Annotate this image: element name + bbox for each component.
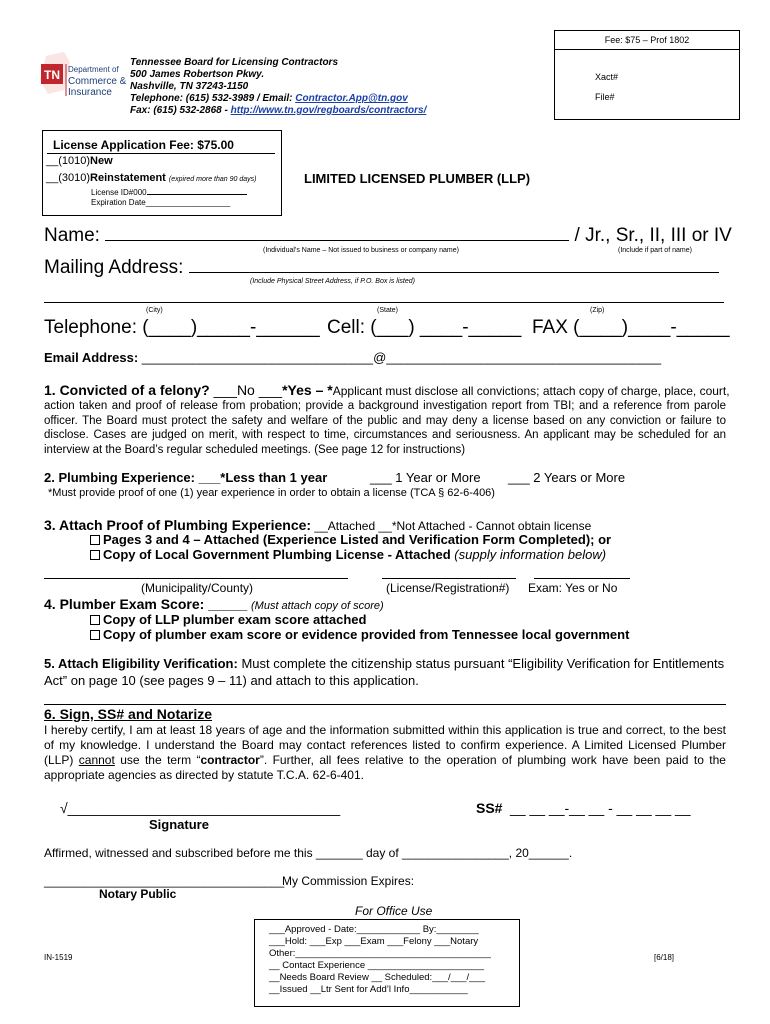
email-row[interactable]: [44, 350, 661, 365]
tn-logo-icon: [36, 50, 127, 102]
proof-not-attached-option[interactable]: __*Not Attached - Cannot obtain license: [375, 519, 592, 533]
affirmation-line[interactable]: Affirmed, witnessed and subscribed before me this _______ day of ________________, 20______.: [44, 846, 573, 860]
experience-less-1yr-option[interactable]: ___*Less than 1 year: [195, 470, 328, 485]
q4-option-local-score[interactable]: Copy of plumber exam score or evidence provided from Tennessee local government: [90, 627, 629, 642]
board-fax-line: Fax: (615) 532-2868 - http://www.tn.gov/regboards/contractors/: [130, 105, 427, 116]
commission-expires-label: My Commission Expires:: [282, 874, 415, 888]
q3-heading: 3. Attach Proof of Plumbing Experience:: [44, 517, 312, 533]
name-note: (Individual’s Name – Not issued to business or company name): [263, 247, 459, 254]
name-label: Name:: [44, 225, 106, 246]
cell-field[interactable]: Cell: (___) ____-_____: [327, 317, 522, 338]
board-email-link[interactable]: Contractor.App@tn.gov: [295, 93, 408, 104]
city-state-zip-input[interactable]: [44, 302, 724, 303]
license-registration-label: (License/Registration#): [386, 581, 510, 595]
experience-1yr-option[interactable]: ___ 1 Year or More: [370, 470, 481, 485]
q4-note: (Must attach copy of score): [251, 600, 384, 612]
reinstatement-option[interactable]: __(3010)Reinstatement (expired more than 90 days): [46, 172, 257, 184]
telephone-field[interactable]: Telephone: (____)_____-______: [44, 317, 320, 338]
q4-option-llp-score[interactable]: Copy of LLP plumber exam score attached: [90, 612, 366, 627]
contractor-emphasis: contractor: [200, 753, 260, 767]
new-option[interactable]: __(1010)New: [46, 155, 113, 167]
municipality-input[interactable]: [44, 578, 348, 579]
checkbox-icon: [90, 550, 100, 560]
ss-input[interactable]: __ __ __-__ __ - __ __ __ __: [510, 800, 691, 816]
q1-inline-text: Applicant must disclose all convictions; attach copy of charge, place, court,: [332, 384, 730, 398]
suffix-note: (Include if part of name): [618, 247, 692, 254]
felony-yes-option[interactable]: *Yes – *: [282, 382, 333, 398]
notary-public-label: Notary Public: [99, 887, 177, 901]
office-use-line: __Needs Board Review __ Scheduled:___/___/___: [269, 972, 486, 983]
board-street: 500 James Robertson Pkwy.: [130, 69, 265, 80]
license-fee-title: License Application Fee: $75.00: [53, 138, 234, 152]
q5-block: [44, 656, 726, 689]
name-row: [44, 225, 732, 247]
logo-tn-text: TN: [44, 68, 60, 82]
expiration-field[interactable]: Expiration Date___________________: [91, 198, 231, 207]
q2-note: *Must provide proof of one (1) year experience in order to obtain a license (TCA § 62-6-406): [48, 487, 495, 499]
office-use-box: [254, 919, 520, 1007]
logo-line2: Commerce &: [68, 76, 127, 87]
q2-heading: 2. Plumbing Experience:: [44, 470, 195, 485]
license-fee-box: [42, 130, 282, 216]
q2-row: [44, 470, 327, 485]
state-label: (State): [377, 307, 399, 314]
checkbox-icon: [90, 630, 100, 640]
q1-body: action taken and proof of release from probation; provide a background investigation report from TBI; and a reference from parole officer. The Board must protect the safety and welfare of the public and may deny a license based on any conviction or failure to disclose. Cases are judged on merit, with respect to time, circumstances and seriousness. An applicant may be scheduled for an interview at the Board’s regular scheduled meetings. (See page 12 for instructions): [44, 400, 726, 456]
exam-yes-no-label: Exam: Yes or No: [528, 581, 618, 595]
office-fee-box: [554, 30, 740, 120]
notary-signature-line[interactable]: ____________________________________: [44, 874, 285, 888]
proof-attached-option[interactable]: __Attached: [311, 519, 376, 533]
xact-field: Xact#: [595, 72, 619, 82]
experience-2yr-option[interactable]: ___ 2 Years or More: [508, 470, 626, 485]
q5-heading: 5. Attach Eligibility Verification:: [44, 656, 238, 671]
office-use-line: Other:_____________________________________: [269, 948, 491, 959]
office-use-line: ___Hold: ___Exp ___Exam ___Felony ___Notary: [269, 936, 479, 947]
logo-line1: Department of: [68, 65, 119, 74]
board-address: [130, 57, 426, 117]
license-id-field[interactable]: License ID#000: [91, 188, 247, 197]
revision-date: [6/18]: [654, 953, 675, 962]
q4-heading: 4. Plumber Exam Score: _____: [44, 596, 248, 612]
board-phone-line: Telephone: (615) 532-3989 / Email: Contractor.App@tn.gov: [130, 93, 408, 104]
checkbox-icon: [90, 535, 100, 545]
q1-heading: 1. Convicted of a felony?: [44, 382, 210, 398]
q4-row: [44, 596, 384, 612]
office-use-title: For Office Use: [355, 904, 433, 918]
city-label: (City): [146, 307, 163, 314]
board-website-link[interactable]: http://www.tn.gov/regboards/contractors/: [230, 105, 427, 116]
cannot-emphasis: cannot: [78, 753, 115, 767]
fax-field[interactable]: FAX (____)____-_____: [532, 317, 730, 338]
q1-header: [44, 382, 734, 398]
form-id: IN-1519: [44, 953, 73, 962]
office-use-line: ___Approved - Date:____________ By:________: [269, 924, 479, 935]
zip-label: (Zip): [590, 307, 605, 314]
mailing-row: [44, 257, 724, 279]
q3-option-local-license[interactable]: Copy of Local Government Plumbing License - Attached (supply information below): [90, 547, 606, 562]
logo-line3: Insurance: [68, 87, 112, 98]
signature-line[interactable]: √___________________________________: [60, 800, 341, 816]
q5-body: Must complete the citizenship status pursuant “Eligibility Verification for Entitlements Act” on page 10 (see pages 9 – 11) and attach to this application.: [44, 656, 725, 688]
fee-line: Fee: $75 – Prof 1802: [555, 31, 739, 50]
file-field: File#: [595, 92, 615, 102]
board-city: Nashville, TN 37243-1150: [130, 81, 249, 92]
exam-input[interactable]: [534, 578, 630, 579]
suffix-label: / Jr., Sr., II, III or IV: [569, 225, 732, 246]
office-use-line: __ Contact Experience ______________________: [269, 960, 484, 971]
mailing-note: (Include Physical Street Address, if P.O. Box is listed): [250, 278, 415, 285]
ss-label: SS#: [476, 800, 503, 816]
email-label: Email Address:: [44, 350, 142, 365]
license-registration-input[interactable]: [382, 578, 516, 579]
office-use-line: __Issued __Ltr Sent for Add’l Info___________: [269, 984, 468, 995]
email-input: ________________________________@______________________________________: [141, 350, 662, 365]
checkbox-icon: [90, 615, 100, 625]
municipality-label: (Municipality/County): [141, 581, 254, 595]
q6-heading: 6. Sign, SS# and Notarize: [44, 706, 213, 722]
felony-no-option[interactable]: ___No ___: [209, 382, 283, 398]
tn-commerce-logo: [36, 50, 127, 102]
name-input[interactable]: [105, 226, 569, 241]
q3-row: [44, 517, 591, 533]
signature-label: Signature: [149, 817, 209, 832]
board-name: Tennessee Board for Licensing Contractors: [130, 57, 339, 68]
form-title: LIMITED LICENSED PLUMBER (LLP): [304, 171, 531, 186]
q6-body: I hereby certify, I am at least 18 years of age and the information submitted within this application is true and correct, to the best of my knowledge. I understand the Board may contact references listed to confirm experience. A Limited Licensed Plumber (LLP) cannot use the term “contractor”. Further, all fees relative to the operation of plumbing work have been paid to the appropriate agencies as directed by statute T.C.A. 62-6-401.: [44, 723, 726, 782]
mailing-input[interactable]: [189, 258, 719, 273]
q3-option-pages[interactable]: Pages 3 and 4 – Attached (Experience Listed and Verification Form Completed); or: [90, 532, 611, 547]
mailing-label: Mailing Address:: [44, 257, 189, 278]
